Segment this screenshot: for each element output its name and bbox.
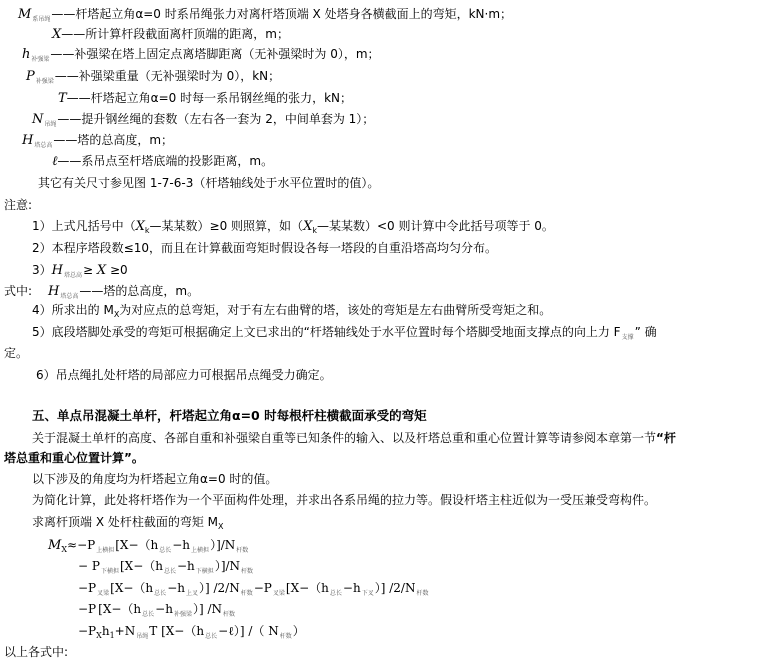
formula-text: − P [78, 559, 100, 573]
formula-subscript: 下横担 [195, 568, 214, 575]
paragraph [32, 514, 224, 535]
reference-bold: “杆 [656, 431, 676, 445]
paragraph-text: 求离杆顶端 X 处杆柱截面的弯矩 M [32, 515, 219, 529]
note-text: ——塔的总高度，m。 [79, 284, 200, 298]
formula-text: ） [292, 624, 305, 638]
formula-text: +N [114, 624, 136, 638]
definition-line [52, 26, 289, 43]
note-text: 5）底段塔脚处承受的弯矩可根据确定上文已求出的“杆塔轴线处于水平位置时每个塔脚受地面支撑点的向上力 F [32, 325, 621, 339]
definition-text: ——系吊点至杆塔底端的投影距离，m。 [57, 154, 274, 168]
formula-line [78, 601, 236, 623]
note-1 [32, 218, 554, 239]
symbol: ℓ [52, 154, 58, 169]
formula-subscript: 杆数 [240, 590, 253, 597]
section-title: 五、单点吊混凝土单杆，杆塔起立角α=0 时每根杆柱横截面承受的弯矩 [32, 408, 427, 423]
formula-text: [X−（h [119, 559, 163, 573]
symbol: P [26, 69, 35, 84]
symbol: H [22, 133, 34, 148]
formula-text: ）]/N [210, 538, 236, 552]
formula-text: [X−（h [110, 581, 154, 595]
symbol: X [96, 263, 107, 278]
formula-text: −P [78, 581, 97, 595]
definition-text: ——提升钢丝绳的套数（左右各一套为 2，中间单套为 1）； [57, 112, 375, 126]
symbol-subscript: 补强梁 [31, 56, 50, 63]
note-text: —某某数）≥0 则照算，如（ [149, 219, 304, 233]
formula-text: T [X−（h [149, 624, 205, 638]
formula-text: −P [78, 602, 97, 616]
formula-subscript: 杆数 [223, 611, 236, 618]
formula-subscript: X [61, 545, 68, 554]
symbol-subscript: 补强梁 [35, 78, 54, 85]
definition-line [32, 111, 374, 133]
definition-text: ——所计算杆段截面离杆顶端的距离，m； [61, 27, 289, 41]
formula-text: −P [78, 624, 97, 638]
formula-text: ）] /2/N [374, 581, 416, 595]
note-3 [32, 262, 128, 284]
definition-line [52, 153, 273, 170]
note-text: ≥ [83, 263, 97, 277]
formula-subscript: 下横担 [100, 568, 119, 575]
note-text: 1）上式凡括号中（ [32, 219, 136, 233]
formula-text: −h [342, 581, 361, 595]
definition-line [58, 90, 352, 107]
paragraph: 以下涉及的角度均为杆塔起立角α=0 时的值。 [32, 472, 278, 486]
definition-line [22, 46, 380, 68]
formula-line [48, 537, 249, 559]
symbol-subscript: 塔总高 [60, 293, 79, 300]
definition-text: ——补强梁在塔上固定点离塔脚距离（无补强梁时为 0），m； [50, 47, 380, 61]
formula-text: −h [177, 559, 195, 573]
formula-subscript: 吊绳 [136, 633, 149, 640]
symbol-subscript: 支撑 [621, 334, 634, 341]
note-2: 2）本程序塔段数≤10，而且在计算截面弯矩时假设各每一塔段的自重沿塔高均匀分布。 [32, 241, 497, 255]
formula-subscript: 叉梁 [97, 590, 110, 597]
symbol: X [303, 219, 313, 234]
formula-line [78, 558, 254, 580]
formula-subscript: 上横担 [96, 547, 115, 554]
formula-text: ）] /N [192, 602, 223, 616]
symbol: X [135, 219, 145, 234]
formula-line [78, 580, 429, 602]
definition-line [18, 6, 512, 28]
formula-text: −h [155, 602, 173, 616]
symbol-subscript: k [312, 226, 317, 235]
reference-note: 其它有关尺寸参见图 1-7-6-3（杆塔轴线处于水平位置时的值）。 [38, 176, 380, 190]
formula-symbol: M [48, 538, 62, 553]
formula-subscript: 总长 [154, 590, 167, 597]
formula-text: [X−（h [98, 602, 142, 616]
formula-subscript: 总长 [142, 611, 155, 618]
definition-text: ——杆塔起立角α=0 时每一系吊钢丝绳的张力，kN； [66, 91, 353, 105]
formula-subscript: 叉梁 [272, 590, 285, 597]
formula-line [78, 623, 305, 645]
formula-subscript: 总长 [205, 633, 218, 640]
symbol-subscript: 塔总高 [63, 272, 82, 279]
formula-subscript: 杆数 [279, 633, 292, 640]
symbol: H [51, 263, 63, 278]
formula-text: ）]/N [214, 559, 241, 573]
formula-text: ≈−P [67, 538, 96, 552]
formula-subscript: 杆数 [416, 590, 429, 597]
symbol: M [18, 7, 32, 22]
note-text: 3） [32, 263, 52, 277]
definition-line [22, 132, 173, 154]
symbol: N [32, 112, 44, 127]
formula-subscript: 杆数 [236, 547, 249, 554]
formula-subscript: 总长 [159, 547, 172, 554]
definition-text: ——杆塔起立角α=0 时系吊绳张力对离杆塔顶端 X 处塔身各横截面上的弯矩，kN·m； [51, 7, 513, 21]
formula-subscript: 1 [109, 631, 115, 640]
definition-line [26, 68, 280, 90]
formula-subscript: 上叉 [185, 590, 198, 597]
formula-text: h [101, 624, 110, 638]
note-text: 4）所求出的 M [32, 303, 114, 317]
label: 式中: [4, 284, 33, 298]
symbol-subscript: 系吊绳 [32, 16, 51, 23]
symbol: T [58, 91, 67, 106]
formula-subscript: 总长 [329, 590, 342, 597]
symbol-subscript: X [218, 522, 224, 531]
symbol-subscript: 吊绳 [44, 121, 57, 128]
symbol-subscript: k [144, 226, 150, 235]
note-5-continued: 定。 [4, 346, 29, 360]
symbol-subscript: 塔总高 [34, 142, 53, 149]
note-5 [32, 324, 657, 346]
formula-subscript: 补强梁 [173, 611, 192, 618]
symbol: X [52, 27, 62, 42]
formula-text: −h [172, 538, 191, 552]
definition-text: ——补强梁重量（无补强梁时为 0），kN； [54, 69, 281, 83]
formula-text: −P [253, 581, 272, 595]
formula-subscript: 总长 [163, 568, 176, 575]
notes-label: 注意: [4, 198, 33, 212]
paragraph: 为简化计算，此处将杆塔作为一个平面构件处理，并求出各系吊绳的拉力等。假设杆塔主柱近似为一受压兼受弯构件。 [32, 493, 657, 507]
note-4 [32, 302, 551, 323]
formula-text: ）] /2/N [199, 581, 240, 595]
note-6: 6）吊点绳扎处杆塔的局部应力可根据吊点绳受力确定。 [36, 368, 332, 382]
closing-text: 以上各式中: [4, 645, 69, 659]
symbol-subscript: X [113, 310, 120, 319]
formula-subscript: 下叉 [361, 590, 374, 597]
definition-text: ——塔的总高度，m； [53, 133, 174, 147]
formula-text: −ℓ）] /（ N [218, 624, 279, 638]
formula-subscript: X [96, 631, 102, 640]
note-text: 为对应点的总弯矩，对于有左右曲臂的塔，该处的弯矩是左右曲臂所受弯矩之和。 [119, 303, 552, 317]
note-text: —某某数）<0 则计算中令此括号项等于 0。 [316, 219, 554, 233]
note-text: ” 确 [634, 325, 657, 339]
paragraph-text: 关于混凝土单杆的高度、各部自重和补强梁自重等已知条件的输入、以及杆塔总重和重心位置计算等请参阅本章第一节 [32, 431, 657, 445]
note-text: ≥0 [106, 263, 128, 277]
paragraph-continued: 塔总重和重心位置计算”。 [4, 451, 144, 465]
formula-subscript: 上横担 [191, 547, 210, 554]
symbol: H [48, 284, 60, 299]
formula-subscript: 杆数 [241, 568, 254, 575]
symbol: h [22, 47, 31, 62]
formula-text: [X−（h [285, 581, 329, 595]
paragraph [32, 430, 676, 446]
formula-text: [X−（h [115, 538, 159, 552]
formula-text: −h [167, 581, 185, 595]
